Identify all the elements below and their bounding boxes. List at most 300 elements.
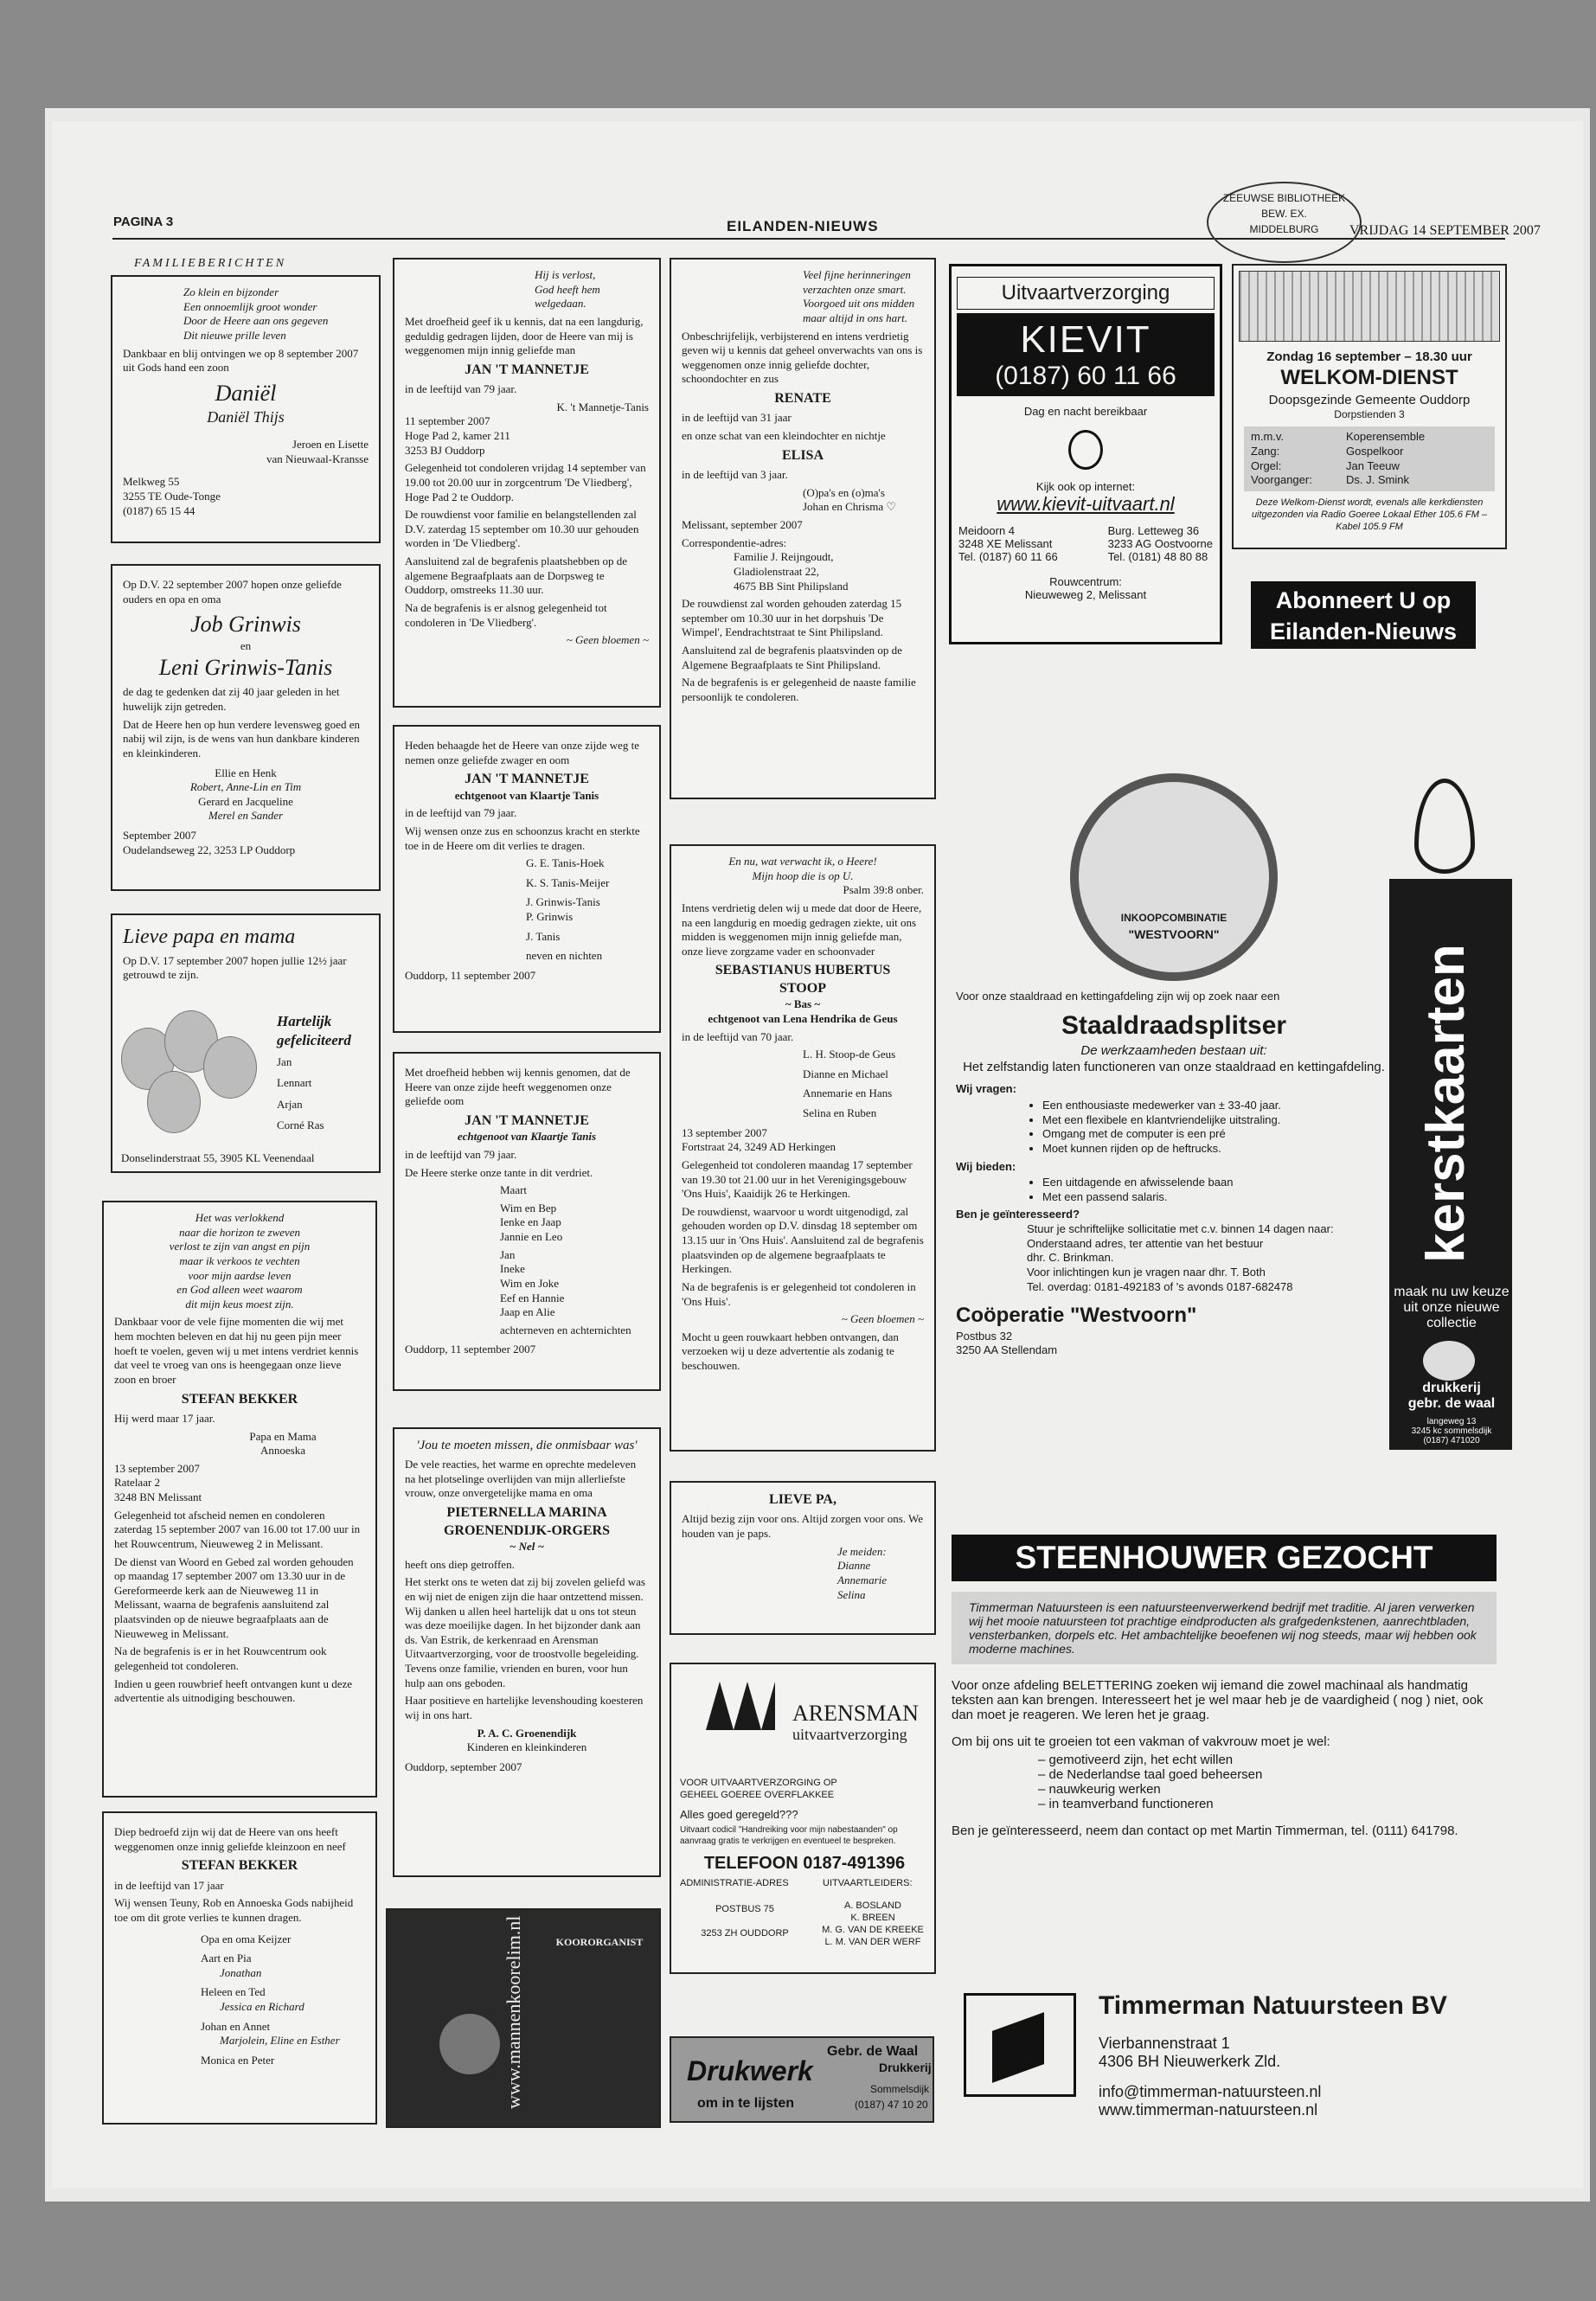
signer: Johan en Annet — [201, 2019, 271, 2033]
address-line: Correspondentie-adres: — [682, 535, 787, 549]
title: LIEVE PA, — [769, 1492, 836, 1507]
kievit-name: KIEVIT — [1020, 318, 1151, 361]
death-announcement-stefan-family — [102, 1811, 377, 2125]
requirement-text: gemotiveerd zijn, het echt willen — [1048, 1753, 1234, 1767]
signer: Opa en oma Keijzer — [201, 1932, 292, 1945]
arensman-addresses — [670, 1896, 936, 1974]
arensman-logo — [706, 1682, 775, 1730]
deceased-name: ELISA — [781, 447, 824, 463]
signer: J. Tanis — [526, 929, 561, 943]
child-photo — [203, 1036, 257, 1099]
offer: • Een uitdagende en afwisselende baan — [1042, 1176, 1392, 1190]
parents: van Nieuwaal-Kransse — [266, 452, 369, 465]
kievit-phone: (0187) 60 11 66 — [995, 362, 1176, 390]
kievit-heading: Uitvaartverzorging — [957, 277, 1215, 310]
westvoorn-advertisement — [949, 770, 1399, 1443]
lieve-pa-announcement — [670, 1481, 936, 1635]
age: in de leeftijd van 17 jaar — [114, 1878, 224, 1892]
announcement-text: De vele reacties, het warme en oprechte medeleven na het plotselinge overlijden van mijn allerliefste vrouw, onze onvergetelijke mama en oma — [405, 1458, 637, 1500]
deceased-name: STEFAN BEKKER — [181, 1858, 298, 1874]
subscribe-line: Abonneert U op — [1275, 587, 1452, 613]
poem-line: Hij is verlost, — [535, 268, 596, 281]
signer: (O)pa's en (o)ma's — [803, 485, 885, 499]
welkom-row-label: m.m.v. — [1251, 430, 1285, 444]
announcement-text: en onze schat van een kleindochter en nichtje — [682, 429, 886, 443]
requirement: • Met een flexibele en klantvriendelijke uitstraling. — [1042, 1113, 1392, 1128]
signer: Selina en Ruben — [803, 1106, 877, 1120]
poem-line: Veel fijne herinneringen — [803, 268, 911, 281]
steenhouwer-requirement: – de Nederlandse taal goed beheersen — [1038, 1767, 1263, 1782]
address-line: Gladiolenstraat 22, — [734, 564, 819, 578]
poem-line: verlost te zijn van angst en pijn — [169, 1240, 311, 1253]
choir-logo — [439, 2014, 500, 2074]
address-line: 3253 ZH OUDDORP — [701, 1928, 789, 1939]
drukwerk-firm: Gebr. de Waal — [827, 2044, 919, 2059]
arensman-leaders-label: UITVAARTLEIDERS: — [823, 1878, 913, 1888]
deceased-name: STOOP — [779, 980, 826, 996]
apply-line: dhr. C. Brinkman. — [1027, 1251, 1114, 1265]
signer: neven en nichten — [526, 949, 603, 963]
address-line: 4675 BB Sint Philipsland — [734, 579, 849, 593]
timmerman-website[interactable]: www.timmerman-natuursteen.nl — [1099, 2101, 1318, 2118]
signer: Wim en Joke — [500, 1276, 560, 1290]
poem-line: verzachten onze smart. — [803, 282, 907, 296]
date: Ouddorp, 11 september 2007 — [405, 968, 536, 982]
poem — [114, 1211, 365, 1311]
address-line: Donselinderstraat 55, 3905 KL Veenendaal — [121, 1151, 315, 1165]
announcement-text: Diep bedroefd zijn wij dat de Heere van ons heeft weggenomen onze innig geliefde kleinzoon en neef — [114, 1825, 346, 1853]
westvoorn-requirements-heading: Wij vragen: — [956, 1082, 1016, 1096]
address-line: Rouwcentrum: — [1049, 575, 1122, 588]
timmerman-name: Timmerman Natuursteen BV — [1099, 1991, 1447, 2020]
paragraph: Gelegenheid tot afscheid nemen en condoleren zaterdag 15 september 2007 van 16.00 tot 17.00 uur in het Rouwcentrum, Nieuweweg 2 in Melissant. — [114, 1508, 361, 1550]
poem-line: Dit nieuwe prille leven — [183, 328, 286, 342]
address-line: Hoge Pad 2, kamer 211 — [405, 429, 510, 443]
signer: Ienke en Jaap — [500, 1215, 561, 1229]
deceased-name: GROENENDIJK-ORGERS — [443, 1522, 611, 1538]
westvoorn-offer-heading: Wij bieden: — [956, 1159, 1016, 1173]
signer: Annemarie en Hans — [803, 1086, 893, 1100]
candle-flame-icon — [1414, 779, 1475, 874]
drukwerk-advertisement — [670, 2036, 934, 2123]
welkom-title: WELKOM-DIENST — [1280, 366, 1458, 390]
name: Leni Grinwis-Tanis — [158, 655, 333, 681]
paragraph: Gelegenheid tot condoleren vrijdag 14 september van 19.00 tot 20.00 uur in zorgcentrum 'De Vliedberg', Hoge Pad 2 te Ouddorp. — [405, 461, 646, 503]
poem-line: maar altijd in ons hart. — [803, 311, 907, 324]
steenhouwer-requirement: – in teamverband functioneren — [1038, 1797, 1214, 1811]
address-line: 3233 AG Oostvoorne — [1107, 537, 1213, 550]
deceased-name: JAN 'T MANNETJE — [465, 772, 589, 787]
paragraph: Mocht u geen rouwkaart hebben ontvangen, dan verzoeken wij u deze advertentie als zodanig te beschouwen. — [682, 1330, 899, 1373]
westvoorn-job-title: Staaldraadsplitser — [1061, 1010, 1287, 1040]
date: September 2007 — [123, 829, 196, 843]
arensman-question: Alles goed geregeld??? — [680, 1808, 798, 1821]
arensman-tagline: VOOR UITVAARTVERZORGING OP GEHEEL GOEREE OVERFLAKKEE — [680, 1778, 837, 1801]
leader: A. BOSLAND — [843, 1900, 902, 1911]
signer: Eef en Hannie — [500, 1291, 565, 1304]
address-line: Oudelandseweg 22, 3253 LP Ouddorp — [123, 843, 296, 856]
thank-you-announcement — [393, 1427, 661, 1877]
westvoorn-logo — [1070, 773, 1278, 981]
signer: Jessica en Richard — [220, 2000, 304, 2014]
address-line: 3248 BN Melissant — [114, 1490, 202, 1504]
paragraph: Na de begrafenis is er gelegenheid de naaste familie persoonlijk te condoleren. — [682, 676, 916, 703]
signer: Aart en Pia — [201, 1952, 252, 1965]
section-title: FAMILIEBERICHTEN — [134, 257, 287, 270]
kievit-advertisement — [949, 264, 1222, 644]
stamp-line: ZEEUWSE BIBLIOTHEEK — [1222, 192, 1346, 204]
requirement-text: de Nederlandse taal goed beheersen — [1048, 1767, 1263, 1782]
name: Job Grinwis — [190, 612, 301, 638]
poem-line: Een onnoemlijk groot wonder — [183, 299, 317, 313]
age: Hij werd maar 17 jaar. — [114, 1411, 215, 1425]
westvoorn-tasks-heading: De werkzaamheden bestaan uit: — [1080, 1043, 1267, 1059]
apply-line: Tel. overdag: 0181-492183 of 's avonds 0187-682478 — [1027, 1279, 1293, 1293]
signer: Johan en Chrisma ♡ — [803, 500, 897, 514]
anniversary-children-announcement — [111, 913, 381, 1173]
westvoorn-interest-heading: Ben je geïnteresseerd? — [956, 1208, 1080, 1221]
steenhouwer-title: STEENHOUWER GEZOCHT — [952, 1535, 1497, 1581]
steenhouwer-paragraph: Om bij ons uit te groeien tot een vakman of vakvrouw moet je wel: — [952, 1734, 1330, 1749]
kievit-availability: Dag en nacht bereikbaar — [1023, 405, 1148, 418]
address-line: POSTBUS 75 — [715, 1904, 774, 1914]
signer: Papa en Mama — [249, 1429, 317, 1443]
signer: P. Grinwis — [526, 910, 574, 924]
subscribe-banner — [1251, 581, 1476, 649]
arensman-advertisement — [670, 1663, 936, 1898]
welkom-row-label: Orgel: — [1251, 458, 1282, 472]
kerstkaarten-text: maak nu uw keuze uit onze nieuwe collectie — [1394, 1285, 1509, 1330]
poem — [123, 285, 369, 343]
address-line: Postbus 32 — [956, 1329, 1013, 1343]
address-line: 3245 kc sommelsdijk — [1411, 1426, 1492, 1436]
spouse: echtgenoot van Klaartje Tanis — [454, 788, 599, 802]
westvoorn-intro: Voor onze staaldraad en kettingafdeling zijn wij op zoek naar een — [956, 990, 1280, 1003]
address-line: Melkweg 55 — [123, 475, 180, 489]
nickname: ~ Nel ~ — [509, 1540, 545, 1553]
paragraph: Na de begrafenis is er alsnog gelegenheid tot condoleren in 'De Vliedberg'. — [405, 600, 607, 629]
signer: Maart — [500, 1183, 528, 1197]
title: Lieve papa en mama — [123, 926, 296, 948]
child-photo — [147, 1071, 201, 1133]
deceased-name: RENATE — [774, 391, 831, 406]
age: in de leeftijd van 3 jaar. — [682, 468, 788, 482]
closing-note: ~ Geen bloemen ~ — [841, 1312, 924, 1326]
apply-line: Voor inlichtingen kun je vragen naar dhr. T. Both — [1027, 1265, 1266, 1279]
poem-line: En nu, wat verwacht ik, o Heere! — [728, 855, 877, 868]
announcement-text: Wij wensen onze zus en schoonzus kracht en sterkte toe in de Heere om dit verlies te dragen. — [405, 824, 640, 852]
announcement-text: Altijd bezig zijn voor ons. Altijd zorgen voor ons. We houden van je paps. — [682, 1512, 924, 1541]
drukwerk-tagline: om in te lijsten — [697, 2096, 795, 2111]
announcement-text: Dankbaar en blij ontvingen we op 8 september 2007 uit Gods hand een zoon — [123, 346, 359, 375]
timmerman-logo — [964, 1993, 1076, 2097]
address-line: 13 september 2007 — [114, 1461, 200, 1475]
signer: Wim en Bep — [500, 1201, 557, 1215]
signer: Lennart — [277, 1076, 312, 1090]
place-date: Melissant, september 2007 — [682, 518, 803, 532]
kerstkaarten-word: kerstkaarten — [1416, 944, 1476, 1263]
library-stamp — [1207, 182, 1362, 263]
signer: Dianne en Michael — [803, 1067, 888, 1080]
death-announcement-jan — [393, 258, 661, 708]
conjunction: en — [240, 638, 252, 652]
signer: P. A. C. Groenendijk — [477, 1726, 577, 1740]
announcement-text: heeft ons diep getroffen. — [405, 1557, 515, 1571]
dewaal-logo — [1423, 1341, 1475, 1381]
address-line: 11 september 2007 — [405, 414, 490, 428]
welkom-broadcast-note: Deze Welkom-Dienst wordt, evenals alle kerkdiensten uitgezonden via Radio Goeree Lokaal Ether 105.6 FM – Kabel 105.9 FM — [1251, 497, 1488, 533]
paragraph: De rouwdienst, waarvoor u wordt uitgenodigd, zal gehouden worden op D.V. dinsdag 18 september om 13.15 uur in 'Ons Huis'. Aansluitend zal de begrafenis plaatsvinden op de algemene begraafplaats te Herkingen. — [682, 1204, 924, 1276]
signer: Heleen en Ted — [201, 1985, 266, 1999]
age: in de leeftijd van 31 jaar — [682, 411, 792, 425]
kievit-web-label: Kijk ook op internet: — [1035, 480, 1136, 493]
signer: Jan — [277, 1054, 292, 1068]
death-announcement-bas — [670, 844, 936, 1452]
apply-line: Onderstaand adres, ter attentie van het bestuur — [1027, 1236, 1264, 1250]
paragraph: De rouwdienst zal worden gehouden zaterdag 15 september om 10.30 uur in het dorpshuis 'De Wimpel', Eendrachtstraat te Sint Philipsland. — [682, 597, 902, 639]
address-line: Meidoorn 4 — [958, 524, 1016, 537]
signer: K. S. Tanis-Meijer — [526, 875, 610, 889]
nickname: ~ Bas ~ — [785, 997, 821, 1011]
announcement-text: Dat de Heere hen op hun verdere levensweg goed en nabij wil zijn, is de wens van hun dankbare kinderen en kleinkinderen. — [123, 717, 360, 760]
announcement-text: Intens verdrietig delen wij u mede dat door de Heere, na een langdurig en moedig gedragen ziekte, uit ons midden is weggenomen mijn innig geliefde man, onze lieve zorgzame vader en schoonvader — [682, 901, 922, 958]
welkom-address: Dorpstienden 3 — [1334, 408, 1405, 421]
signer: achterneven en achternichten — [500, 1323, 631, 1336]
leader: M. G. VAN DE KREEKE — [822, 1925, 924, 1936]
address-line: 13 september 2007 — [682, 1125, 767, 1139]
address-line: Tel. (0181) 48 80 88 — [1107, 550, 1208, 563]
poem-line: dit mijn keus moest zijn. — [185, 1297, 294, 1311]
deceased-name: JAN 'T MANNETJE — [465, 362, 589, 377]
welkom-row-label: Zang: — [1251, 445, 1280, 458]
child-full-name: Daniël Thijs — [207, 408, 285, 426]
westvoorn-logo-name: "WESTVOORN" — [1128, 927, 1220, 941]
subscribe-line: Eilanden-Nieuws — [1269, 619, 1458, 644]
age: in de leeftijd van 70 jaar. — [682, 1029, 794, 1043]
poem-line: naar die horizon te zweven — [178, 1225, 301, 1239]
announcement-text: Met droefheid geef ik u kennis, dat na een langdurig, geduldig gedragen lijden, door de Heere van mij is weggenomen mijn innig geliefde man — [405, 314, 644, 357]
signer: Jan — [500, 1247, 516, 1261]
welkom-date: Zondag 16 september – 18.30 uur — [1266, 349, 1472, 364]
address-line: 3248 XE Melissant — [958, 537, 1053, 550]
poem-line: Mijn hoop die is op U. — [752, 868, 854, 882]
arensman-name: ARENSMAN — [792, 1701, 919, 1726]
signer: L. H. Stoop-de Geus — [803, 1048, 896, 1061]
death-announcement-stefan — [102, 1201, 377, 1798]
address-line: Familie J. Reijngoudt, — [734, 550, 834, 564]
kievit-emblem — [1068, 430, 1103, 470]
spouse: echtgenoot van Lena Hendrika de Geus — [708, 1011, 898, 1025]
signer: Annemarie — [837, 1573, 888, 1586]
age: in de leeftijd van 79 jaar. — [405, 806, 517, 820]
title: 'Jou te moeten missen, die onmisbaar was' — [416, 1439, 638, 1452]
scripture-reference: Psalm 39:8 onber. — [843, 883, 924, 897]
announcement-text: De Heere sterke onze tante in dit verdriet. — [405, 1165, 593, 1179]
poem-line: Het was verlokkend — [195, 1211, 285, 1224]
paragraph: Na de begrafenis is er gelegenheid tot condoleren in 'Ons Huis'. — [682, 1279, 916, 1308]
deceased-name: STEFAN BEKKER — [181, 1391, 298, 1407]
poem-line: en God alleen weet waarom — [176, 1283, 303, 1297]
requirement: • Omgang met de computer is een pré — [1042, 1127, 1392, 1142]
address-line: Ratelaar 2 — [114, 1476, 161, 1490]
signer: Arjan — [277, 1097, 303, 1111]
arensman-codicil: Uitvaart codicil "Handreiking voor mijn nabestaanden" op aanvraag gratis te verkrijgen en eventueel te bespreken. — [680, 1825, 898, 1846]
deceased-name: JAN 'T MANNETJE — [465, 1112, 589, 1128]
requirement-text: nauwkeurig werken — [1048, 1782, 1161, 1797]
poem-line: Voorgoed uit ons midden — [803, 297, 915, 311]
welkom-dienst-advertisement — [1232, 264, 1507, 549]
address-line: 3255 TE Oude-Tonge — [123, 489, 221, 503]
choir-ad-title: KOORORGANIST — [555, 1936, 644, 1948]
date: Ouddorp, september 2007 — [405, 1759, 522, 1773]
welkom-row-value: Gospelkoor — [1346, 445, 1404, 458]
signer: Jaap en Alie — [500, 1305, 555, 1319]
signer: Jonathan — [220, 1965, 262, 1979]
address-line: Burg. Letteweg 36 — [1107, 524, 1200, 537]
drukwerk-firm: Drukkerij — [879, 2061, 932, 2074]
timmerman-email[interactable]: info@timmerman-natuursteen.nl — [1099, 2083, 1322, 2100]
paragraph: Aansluitend zal de begrafenis plaatshebben op de algemene Begraafplaats aan de Dorpsweg te Ouddorp, omstreeks 11.30 uur. — [405, 554, 628, 597]
poem-line: maar ik verkoos te vechten — [179, 1253, 300, 1267]
paragraph: Aansluitend zal de begrafenis plaatsvinden op de Algemene Begraafplaats te Sint Philipsland. — [682, 644, 902, 671]
kerstkaarten-firm: gebr. de waal — [1407, 1396, 1496, 1411]
signer: J. Grinwis-Tanis — [526, 895, 600, 909]
paragraph: Het sterkt ons te weten dat zij bij zovelen geliefd was en wij niet de enigen zijn die haar ontzettend missen. Wij danken u allen heel hartelijk dat u ons tot steun was deze moeilijke dagen. In het bijzonder dank aan ds. Van Estrik, de kerkenraad en Arensman Uitvaartverzorging, voor de troostvolle begeleiding. Tevens onze familie, vrienden en buren, voor hun hulp aan ons geboden. — [405, 1575, 645, 1689]
address-line: 3250 AA Stellendam — [956, 1343, 1058, 1357]
poem-line: Door de Heere aan ons gegeven — [183, 314, 329, 328]
death-announcement-jan-family — [393, 725, 661, 1033]
announcement-text: Op D.V. 22 september 2007 hopen onze geliefde ouders en opa en oma — [123, 578, 342, 606]
address-line: (0187) 471020 — [1423, 1436, 1480, 1445]
closing-note: ~ Geen bloemen ~ — [566, 633, 649, 647]
address-line: 4306 BH Nieuwerkerk Zld. — [1099, 2053, 1281, 2070]
signer: Dianne — [837, 1559, 871, 1573]
steenhouwer-contact: Ben je geïnteresseerd, neem dan contact op met Martin Timmerman, tel. (0111) 641798. — [952, 1823, 1458, 1838]
anniversary-announcement — [111, 564, 381, 891]
steenhouwer-paragraph: Voor onze afdeling BELETTERING zoeken wij iemand die zowel machinaal als handmatig teksten aan kan brengen. Interesseert het je wel maar heb je de vaardigheid ( nog ) niet, ook dan moet je reageren. We leren het je graag. — [952, 1678, 1484, 1722]
welkom-row-value: Jan Teeuw — [1346, 458, 1400, 472]
welkom-subtitle: Doopsgezinde Gemeente Ouddorp — [1268, 392, 1471, 407]
paragraph: Gelegenheid tot condoleren maandag 17 september van 19.30 tot 21.00 uur in het Verenigingsgebouw 'Ons Huis', Kaaidijk 26 te Herkingen. — [682, 1157, 913, 1201]
paragraph: Haar positieve en hartelijke levenshouding koesteren wij in ons hart. — [405, 1694, 644, 1721]
announcement-text: Onbeschrijfelijk, verbijsterend en intens verdrietig geven wij u kennis dat geheel onverwachts van ons is weggenomen onze innig geliefde dochter, schoondochter en zus — [682, 329, 923, 386]
address-line: 3253 BJ Ouddorp — [405, 443, 485, 457]
arensman-subtitle: uitvaartverzorging — [792, 1726, 907, 1743]
spouse: echtgenoot van Klaartje Tanis — [457, 1130, 597, 1144]
paragraph: De dienst van Woord en Gebed zal worden gehouden op maandag 17 september 2007 om 13.30 uur in de Gereformeerde kerk aan de Nieuweweg 11 in Melissant, waarna de begrafenis aansluitend zal plaatsvinden op de nieuwe begraafplaats aan de Nieuweweg in Melissant. — [114, 1554, 354, 1640]
page-number: PAGINA 3 — [113, 215, 174, 229]
announcement-text: Dankbaar voor de vele fijne momenten die wij met hem mochten beleven en dat hij nu geen pijn meer hoeft te voelen, geven wij u met intens verdriet kennis dat veel te vroeg van ons is heengegaan onze lieve zoon en broer — [114, 1315, 359, 1386]
signer: Gerard en Jacqueline — [198, 794, 293, 808]
welkom-row-label: Voorganger: — [1251, 473, 1312, 487]
drukwerk-logo: Drukwerk — [687, 2055, 813, 2086]
apply-line: Stuur je schriftelijke sollicitatie met c.v. binnen 14 dagen naar: — [1027, 1222, 1334, 1236]
paragraph: Indien u geen rouwbrief heeft ontvangen kunt u deze advertentie als uitnodiging beschouwen. — [114, 1676, 353, 1705]
stamp-line: BEW. EX. — [1261, 208, 1307, 220]
paragraph: De rouwdienst voor familie en belangstellenden zal D.V. zaterdag 15 september om 10.30 uur gehouden worden in 'De Vliedberg'. — [405, 508, 639, 550]
arensman-phone: TELEFOON 0187-491396 — [703, 1854, 906, 1873]
poem-line: God heeft hem welgedaan. — [535, 282, 600, 311]
requirement: • Moet kunnen rijden op de heftrucks. — [1042, 1142, 1392, 1157]
signer: Kinderen en kleinkinderen — [466, 1740, 587, 1754]
requirement: • Een enthousiaste medewerker van ± 33-40 jaar. — [1042, 1099, 1392, 1113]
stamp-line: MIDDELBURG — [1249, 223, 1319, 235]
kerstkaarten-address — [1393, 1417, 1510, 1445]
parents: Jeroen en Lisette — [292, 438, 369, 452]
offer: • Met een passend salaris. — [1042, 1190, 1392, 1205]
signer: Robert, Anne-Lin en Tim — [189, 780, 302, 794]
signer: Ellie en Henk — [215, 766, 277, 779]
issue-date: VRIJDAG 14 SEPTEMBER 2007 — [1349, 223, 1541, 238]
drukwerk-city: Sommelsdijk — [870, 2083, 930, 2095]
kerstkaarten-advertisement — [1375, 779, 1514, 1453]
announcement-text: Op D.V. 17 september 2007 hopen jullie 12½ jaar getrouwd te zijn. — [123, 953, 347, 982]
kerstkaarten-firm: drukkerij — [1422, 1381, 1481, 1395]
leader: L. M. VAN DER WERF — [824, 1937, 921, 1948]
announcement-text: de dag te gedenken dat zij 40 jaar geleden in het huwelijk zijn getreden. — [123, 685, 340, 714]
age: in de leeftijd van 79 jaar. — [405, 1147, 517, 1161]
announcement-text: Met droefheid hebben wij kennis genomen, dat de Heere van onze zijde heeft weggenomen onze geliefde oom — [405, 1066, 631, 1108]
date: Ouddorp, 11 september 2007 — [405, 1343, 536, 1356]
kievit-website[interactable]: www.kievit-uitvaart.nl — [997, 493, 1175, 515]
drukwerk-phone: (0187) 47 10 20 — [855, 2099, 928, 2111]
signer: Monica en Peter — [201, 2053, 275, 2067]
congrats: gefeliciteerd — [277, 1031, 351, 1048]
signer: K. 't Mannetje-Tanis — [556, 400, 649, 413]
leader: K. BREEN — [850, 1913, 895, 1924]
steenhouwer-requirement: – nauwkeurig werken — [1038, 1782, 1161, 1797]
congrats: Hartelijk — [277, 1013, 332, 1029]
masthead: EILANDEN-NIEUWS — [727, 218, 879, 234]
announcement-text: Heden behaagde het de Heere van onze zijde weg te nemen onze geliefde zwager en oom — [405, 739, 640, 766]
address-line: Vierbannenstraat 1 — [1099, 2035, 1230, 2052]
signer: Annoeska — [260, 1444, 305, 1458]
address-line: Tel. (0187) 60 11 66 — [958, 550, 1058, 563]
death-announcement-renate — [670, 258, 936, 799]
westvoorn-coop-name: Coöperatie "Westvoorn" — [956, 1304, 1197, 1328]
deceased-name: SEBASTIANUS HUBERTUS — [715, 963, 891, 978]
signer: Merel en Sander — [208, 809, 284, 823]
signer: Jannie en Leo — [500, 1230, 563, 1244]
signer: Corné Ras — [277, 1118, 324, 1132]
welkom-row-value: Koperensemble — [1346, 430, 1426, 444]
poem-line: Zo klein en bijzonder — [183, 285, 279, 298]
paragraph: Na de begrafenis is er in het Rouwcentrum ook gelegenheid tot condoleren. — [114, 1644, 327, 1672]
address-line: langeweg 13 — [1426, 1417, 1477, 1426]
deceased-name: PIETERNELLA MARINA — [446, 1505, 607, 1521]
arensman-admin-label: ADMINISTRATIE-ADRES — [680, 1878, 789, 1888]
age: in de leeftijd van 79 jaar. — [405, 382, 517, 396]
child-name: Daniël — [215, 380, 277, 406]
welkom-row-value: Ds. J. Smink — [1346, 473, 1409, 487]
steenhouwer-advertisement — [952, 1535, 1497, 2123]
choir-advertisement — [386, 1908, 661, 2128]
address-line: (0187) 65 15 44 — [123, 503, 195, 517]
steenhouwer-intro: Timmerman Natuursteen is een natuursteenverwerkend bedrijf met traditie. Al jaren verwerken wij het mooie natuursteen tot prachtige eindproducten als grafgedenkstenen, aanrechtbladen, vensterbanken, dorpels etc. Het ambachtelijke beoefenen wij nog steeds, maar wij hebben ook moderne machines. — [952, 1592, 1497, 1664]
signer: Selina — [837, 1587, 866, 1601]
poem-line: voor mijn aardse leven — [188, 1268, 292, 1282]
announcement-text: Wij wensen Teuny, Rob en Annoeska Gods nabijheid toe om dit grote verlies te kunnen dragen. — [114, 1896, 354, 1924]
signer: Je meiden: — [837, 1544, 887, 1558]
signer: Ineke — [500, 1262, 525, 1276]
church-illustration — [1239, 271, 1500, 342]
death-announcement-jan-nephews — [393, 1052, 661, 1391]
westvoorn-ring-text: INKOOPCOMBINATIE — [1120, 912, 1227, 924]
westvoorn-tasks: Het zelfstandig laten functioneren van onze staaldraad en kettingafdeling. — [963, 1060, 1385, 1075]
address-line: Fortstraat 24, 3249 AD Herkingen — [682, 1140, 836, 1154]
signer: G. E. Tanis-Hoek — [526, 856, 605, 870]
steenhouwer-requirement: – gemotiveerd zijn, het echt willen — [1038, 1753, 1234, 1767]
